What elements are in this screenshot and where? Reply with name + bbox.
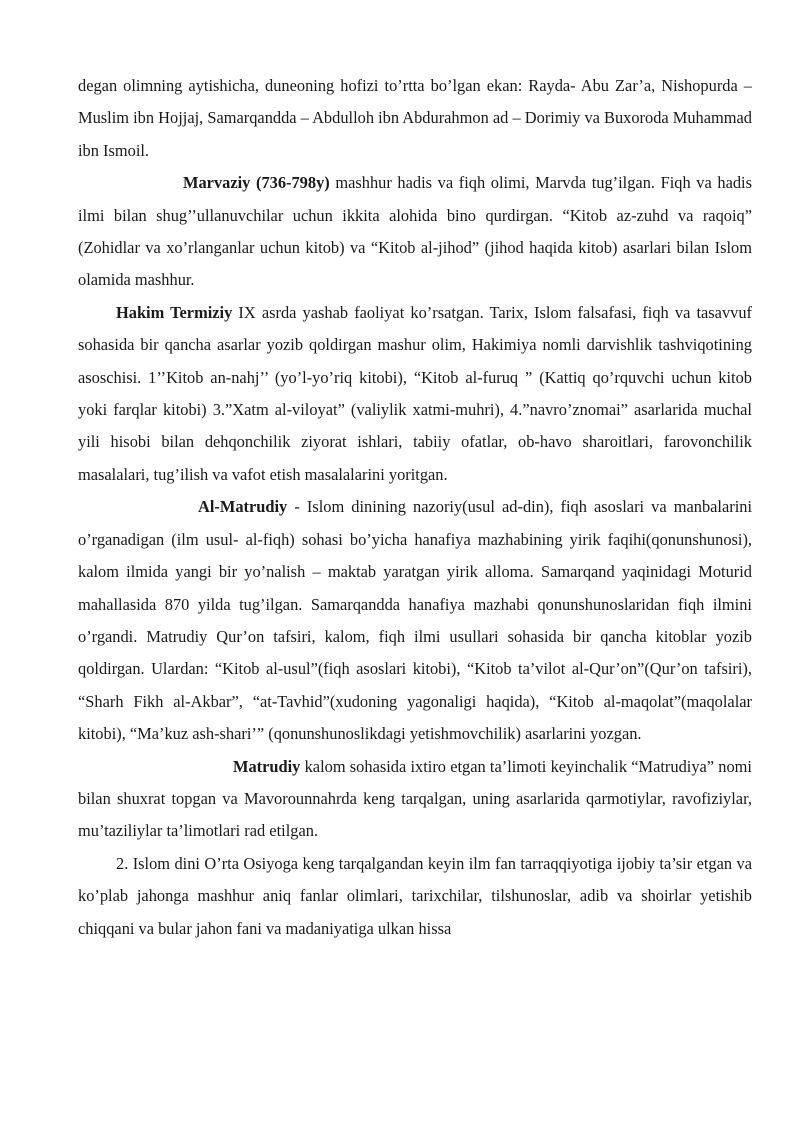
paragraph-lead: Hakim Termiziy xyxy=(116,302,233,322)
paragraph-text: - Islom dinining nazoriy(usul ad-din), fiqh asoslari va manbalarini o’rganadigan (ilm usul- al-fiqh) sohasi bo’yicha hanafiya mazhabining yirik faqihi(qonunshunosi), kalom ilmida yangi bir yo’nalish – maktab yaratgan yirik alloma. Samarqand yaqinidagi Moturid mahallasida 870 yilda tug’ilgan. Samarqandda hanafiya mazhabi qonunshunoslaridan fiqh ilmini o’rgandi. Matrudiy Qur’on tafsiri, kalom, fiqh ilmi usullari sohasida bir qancha kitoblar yozib qoldirgan. Ulardan: “Kitob al-usul”(fiqh asoslari kitobi), “Kitob ta’vilot al-Qur’on”(Qur’on tafsiri), “Sharh Fikh al-Akbar”, “at-Tavhid”(xudoning yagonaligi haqida), “Kitob al-maqolat”(maqolalar kitobi), “Ma’kuz ash-shari’” (qonunshunoslikdagi yetishmovchilik) asarlarini yozgan. xyxy=(78,497,752,744)
paragraph-text: IX asrda yashab faoliyat ko’rsatgan. Tarix, Islom falsafasi, fiqh va tasavvuf sohasida bir qancha asarlar yozib qoldirgan mashur olim, Hakimiya nomli darvishlik tashviqotining asoschisi. 1’’Kitob an-nahj’’ (yo’l-yo’riq kitobi), “Kitob al-furuq ” (Kattiq qo’rquvchi uchun kitob yoki farqlar kitobi) 3.”Xatm al-viloyat” (valiylik xatmi-muhri), 4.”navro’znomai” asarlarida muchal yili hisobi bilan dehqonchilik ziyorat ishlari, tabiiy ofatlar, ob-havo sharoitlari, farovonchilik masalalari, tug’ilish va vafot etish masalalarini yoritgan. xyxy=(78,302,752,484)
paragraph-text: mashhur hadis va fiqh olimi, Marvda tug’ilgan. Fiqh va hadis ilmi bilan shug’’ullanuvchilar uchun ikkita alohida bino qurdirgan. “Kitob az-zuhd va raqoiq” (Zohidlar va xo’rlanganlar uchun kitob) va “Kitob al-jihod” (jihod haqida kitob) asarlari bilan Islom olamida mashhur. xyxy=(78,173,752,290)
paragraph-lead: Marvaziy (736-798y) xyxy=(183,173,330,193)
paragraph-hofizlar xyxy=(78,70,752,167)
paragraph-marvaziy xyxy=(78,167,752,297)
paragraph-matrudiy-kalom xyxy=(78,751,752,848)
paragraph-islom-ilm-fan xyxy=(78,848,752,945)
paragraph-text: 2. Islom dini O’rta Osiyoga keng tarqalgandan keyin ilm fan tarraqqiyotiga ijobiy ta’sir etgan va ko’plab jahonga mashhur aniq fanlar olimlari, tarixchilar, tilshunoslar, adib va shoirlar yetishib chiqqani va bular jahon fani va madaniyatiga ulkan hissa xyxy=(78,853,752,938)
paragraph-lead: Matrudiy xyxy=(233,756,301,776)
paragraph-text: kalom sohasida ixtiro etgan ta’limoti keyinchalik “Matrudiya” nomi bilan shuxrat topgan va Mavorounnahrda keng tarqalgan, uning asarlarida qarmotiylar, ravofiziylar, mu’taziliylar ta’limotlari rad etilgan. xyxy=(78,756,752,841)
paragraph-al-matrudiy xyxy=(78,491,752,750)
paragraph-text: degan olimning aytishicha, duneoning hofizi to’rtta bo’lgan ekan: Rayda- Abu Zar’a, Nishopurda – Muslim ibn Hojjaj, Samarqandda – Abdulloh ibn Abdurahmon ad – Dorimiy va Buxoroda Muhammad ibn Ismoil. xyxy=(78,76,752,160)
paragraph-hakim-termiziy xyxy=(78,297,752,491)
document-body xyxy=(78,70,752,945)
paragraph-lead: Al-Matrudiy xyxy=(198,497,288,517)
